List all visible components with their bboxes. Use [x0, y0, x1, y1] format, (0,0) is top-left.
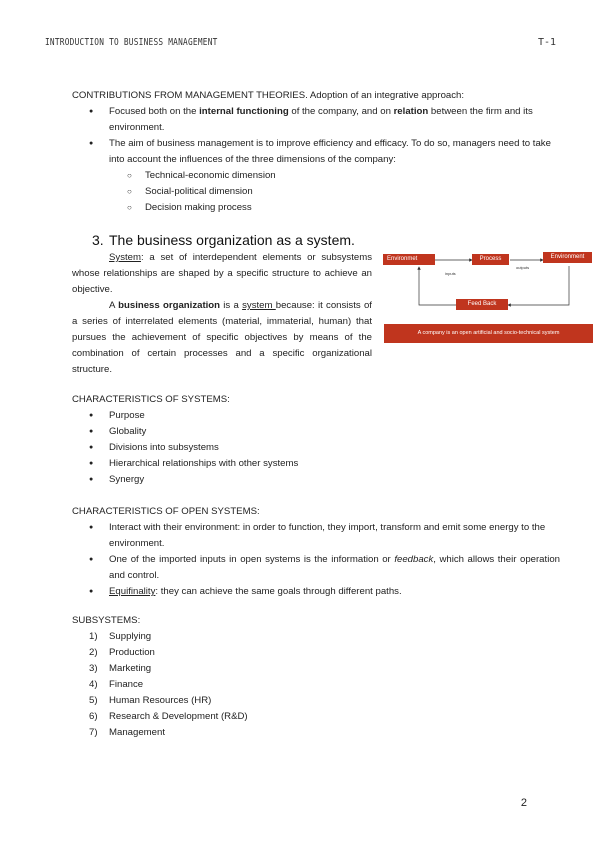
list-item	[72, 661, 560, 677]
section-title-text: The business organization as a system.	[109, 232, 355, 248]
text: because: it consists of a series of interrelated elements (material, immaterial, human) that pursues the achievement of specific objectives by means of the combination of certain processes and a specific organizational structure.	[72, 300, 372, 375]
system-definition	[72, 250, 372, 378]
text: A	[109, 300, 119, 311]
item-text: Research & Development (R&D)	[109, 711, 248, 722]
subsystems-heading: SUBSYSTEMS:	[72, 615, 141, 626]
contributions-heading: CONTRIBUTIONS FROM MANAGEMENT THEORIES. Adoption of an integrative approach:	[72, 90, 465, 101]
running-header-title: INTRODUCTION TO BUSINESS MANAGEMENT	[45, 37, 218, 48]
diagram-caption: A company is an open artificial and socio-technical system	[384, 324, 593, 343]
item-text: Finance	[109, 679, 144, 690]
list-item: ● Purpose	[72, 408, 560, 424]
text: Focused both on the	[109, 106, 200, 117]
italic-text: feedback	[394, 554, 434, 565]
box-environment-output: Environment	[543, 252, 592, 263]
subsystems-section	[72, 613, 560, 741]
running-header-code: T-1	[537, 37, 556, 48]
text: One of the imported inputs in open systems is the information or	[109, 554, 395, 565]
text: , which allows their operation and control.	[109, 554, 560, 581]
term-system: System	[109, 252, 141, 263]
section-title	[92, 232, 355, 248]
arrow-feedback-in	[508, 266, 569, 305]
text: : they can achieve the same goals through different paths.	[155, 586, 402, 597]
item-number: 6)	[89, 711, 98, 722]
list-item	[72, 677, 560, 693]
list-item	[72, 552, 560, 584]
list-item	[72, 629, 560, 645]
label-inputs: inputs	[445, 271, 456, 276]
list-item: ● Globality	[72, 424, 560, 440]
list-item	[72, 709, 560, 725]
box-environment-input: Environmet	[383, 254, 435, 265]
systems-heading: CHARACTERISTICS OF SYSTEMS:	[72, 394, 230, 405]
bold-text: relation	[393, 106, 429, 117]
open-system-diagram	[383, 250, 593, 346]
underlined-text: system	[242, 300, 276, 311]
section-number: 3.	[92, 232, 104, 248]
item-number: 5)	[89, 695, 98, 706]
open-systems-heading: CHARACTERISTICS OF OPEN SYSTEMS:	[72, 506, 260, 517]
contributions-bullet-1	[72, 104, 560, 136]
dimension-item: ○ Technical-economic dimension	[72, 168, 560, 184]
contributions-bullet-2: ● The aim of business management is to improve efficiency and efficacy. To do so, managers need to take into account the influences of the three dimensions of the company:	[72, 136, 560, 168]
item-number: 4)	[89, 679, 98, 690]
item-text: Supplying	[109, 631, 152, 642]
systems-characteristics	[72, 392, 560, 488]
list-item: ● Hierarchical relationships with other systems	[72, 456, 560, 472]
item-text: Marketing	[109, 663, 152, 674]
text: between the firm and its environment.	[109, 106, 533, 133]
contributions-section	[72, 88, 560, 216]
dimension-item: ○ Decision making process	[72, 200, 560, 216]
bold-text: business organization	[118, 300, 221, 311]
text: of the company, and on	[288, 106, 394, 117]
list-item	[72, 725, 560, 741]
list-item: ● Interact with their environment: in order to function, they import, transform and emit some energy to the environment.	[72, 520, 560, 552]
text: : a set of interdependent elements or subsystems whose relationships are shaped by a specific structure to achieve an objective.	[72, 252, 372, 295]
item-text: Human Resources (HR)	[109, 695, 212, 706]
item-number: 2)	[89, 647, 98, 658]
box-feedback: Feed Back	[456, 299, 508, 310]
system-paragraph	[72, 250, 372, 298]
term-equifinality: Equifinality	[109, 586, 156, 597]
text: is a	[220, 300, 243, 311]
item-text: Management	[109, 727, 165, 738]
organization-paragraph	[72, 298, 372, 378]
label-outputs: outputs	[516, 265, 530, 270]
dimension-item: ○ Social-political dimension	[72, 184, 560, 200]
open-systems-characteristics	[72, 504, 560, 600]
bold-text: internal functioning	[199, 106, 289, 117]
item-number: 3)	[89, 663, 98, 674]
list-item: ● Divisions into subsystems	[72, 440, 560, 456]
list-item	[72, 693, 560, 709]
item-number: 1)	[89, 631, 98, 642]
item-text: Production	[109, 647, 155, 658]
item-number: 7)	[89, 727, 98, 738]
page-number: 2	[520, 797, 527, 809]
list-item	[72, 584, 560, 600]
box-process: Process	[472, 254, 509, 265]
list-item	[72, 645, 560, 661]
list-item: ● Synergy	[72, 472, 560, 488]
